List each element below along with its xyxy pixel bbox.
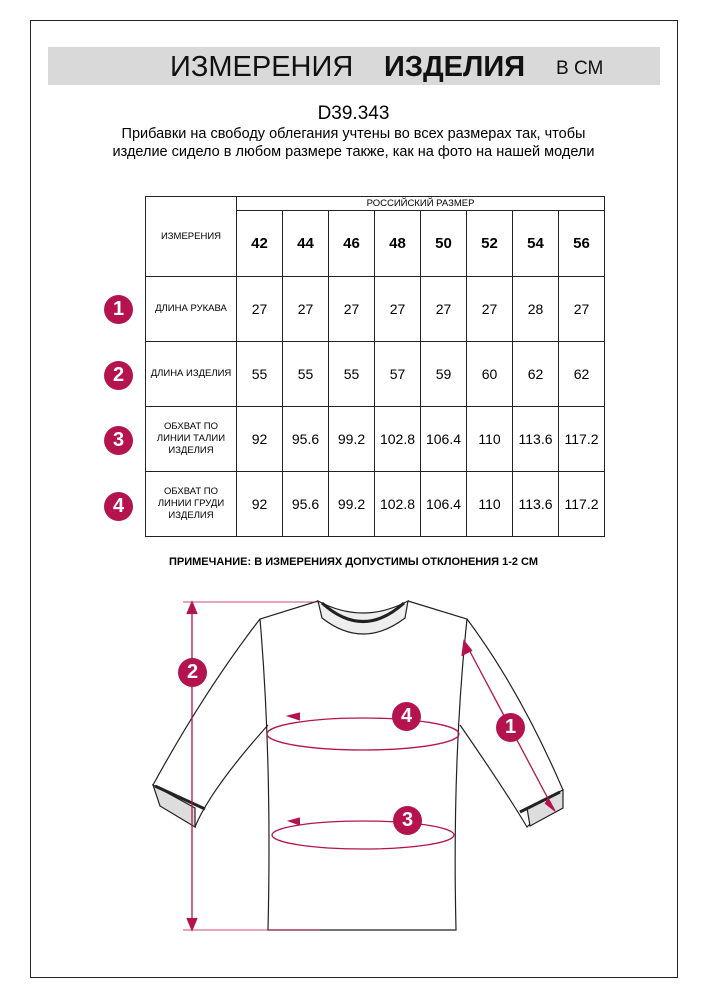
corner-header: ИЗМЕРЕНИЯ [146,197,237,277]
cell-value: 92 [237,407,283,472]
row-label: ОБХВАТ ПО ЛИНИИ ГРУДИ ИЗДЕЛИЯ [146,472,237,537]
cell-value: 59 [421,342,467,407]
row-badge: 3 [104,426,133,455]
cell-value: 27 [375,277,421,342]
diagram-badge-3: 3 [393,806,422,835]
row-label: ДЛИНА ИЗДЕЛИЯ [146,342,237,407]
cell-value: 95.6 [283,472,329,537]
cell-value: 27 [559,277,605,342]
row-badge: 2 [104,361,133,390]
title-regular: ИЗМЕРЕНИЯ [170,51,354,83]
cell-value: 102.8 [375,472,421,537]
cell-value: 27 [467,277,513,342]
cell-value: 106.4 [421,407,467,472]
size-header: 50 [421,211,467,277]
cell-value: 117.2 [559,407,605,472]
cell-value: 99.2 [329,472,375,537]
diagram-badge-1: 1 [496,713,525,742]
size-header: 54 [513,211,559,277]
cell-value: 113.6 [513,407,559,472]
diagram-badge-4: 4 [392,702,421,731]
sweater-outline [153,601,563,930]
diagram-badge-2: 2 [178,658,207,687]
cell-value: 57 [375,342,421,407]
size-header: 42 [237,211,283,277]
group-header: РОССИЙСКИЙ РАЗМЕР [237,197,605,211]
cell-value: 27 [237,277,283,342]
cell-value: 62 [513,342,559,407]
cell-value: 60 [467,342,513,407]
cell-value: 92 [237,472,283,537]
cell-value: 110 [467,407,513,472]
cell-value: 55 [329,342,375,407]
cell-value: 27 [421,277,467,342]
row-badge: 1 [104,295,133,324]
title-bold: ИЗДЕЛИЯ [384,51,526,83]
cell-value: 27 [283,277,329,342]
product-code: D39.343 [317,103,390,124]
cell-value: 102.8 [375,407,421,472]
cell-value: 28 [513,277,559,342]
measure-lines [183,602,555,930]
cell-value: 99.2 [329,407,375,472]
size-header: 56 [559,211,605,277]
description: Прибавки на свободу облегания учтены во всех размерах так, чтобы изделие сидело в любом размере также, как на фото на нашей модели [112,126,595,160]
size-header: 48 [375,211,421,277]
note: ПРИМЕЧАНИЕ: В ИЗМЕРЕНИЯХ ДОПУСТИМЫ ОТКЛОНЕНИЯ 1-2 СМ [168,556,539,568]
size-header: 52 [467,211,513,277]
cell-value: 62 [559,342,605,407]
cell-value: 110 [467,472,513,537]
cell-value: 95.6 [283,407,329,472]
title-unit: В СМ [556,58,604,79]
cell-value: 113.6 [513,472,559,537]
cell-value: 27 [329,277,375,342]
row-label: ОБХВАТ ПО ЛИНИИ ТАЛИИ ИЗДЕЛИЯ [146,407,237,472]
cell-value: 117.2 [559,472,605,537]
size-header: 46 [329,211,375,277]
cell-value: 55 [237,342,283,407]
row-badge: 4 [104,492,133,521]
row-label: ДЛИНА РУКАВА [146,277,237,342]
cell-value: 55 [283,342,329,407]
cell-value: 106.4 [421,472,467,537]
size-header: 44 [283,211,329,277]
